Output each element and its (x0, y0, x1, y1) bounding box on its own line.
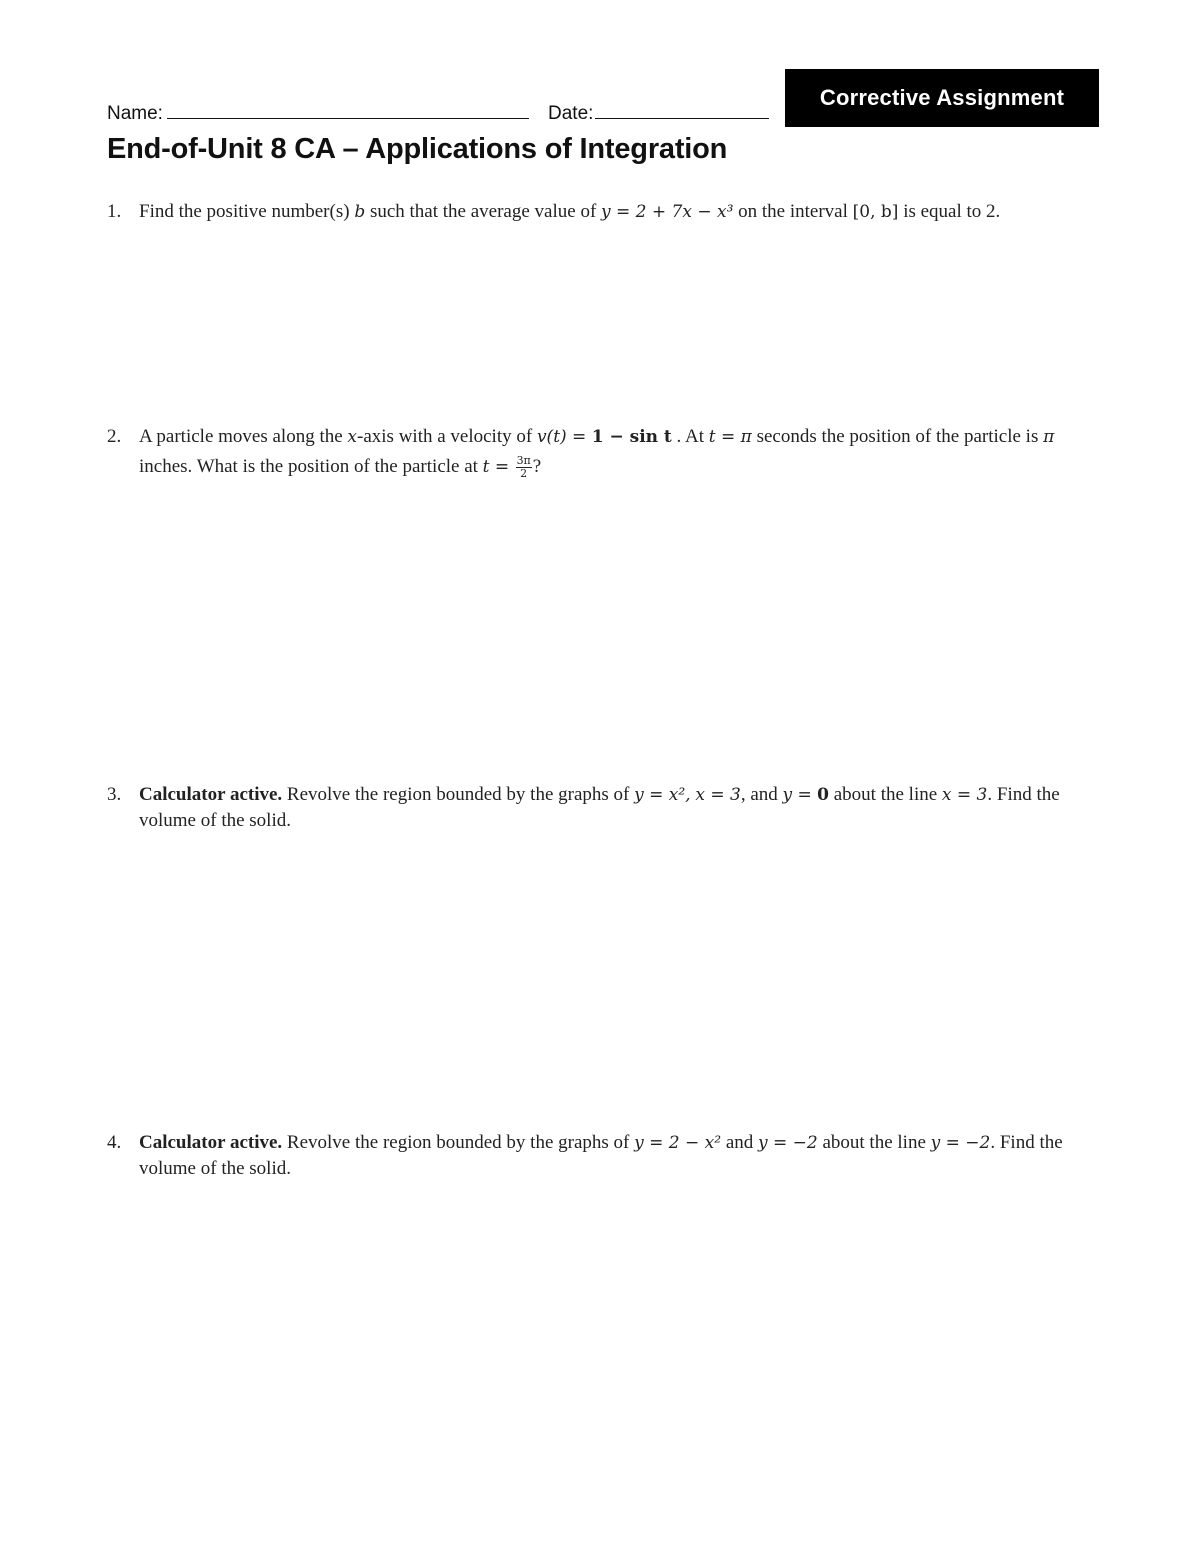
question-1 (107, 199, 1082, 225)
name-blank[interactable] (167, 100, 529, 119)
name-field (107, 100, 529, 125)
question-text: Find the positive number(s) b such that the average value of y = 2 + 7x − x³ on the interval [0, b] is equal to 2. (139, 201, 1001, 222)
page-title: End-of-Unit 8 CA – Applications of Integration (107, 133, 728, 165)
question-number: 1. (107, 201, 122, 222)
math-interval: [0, b] (852, 202, 899, 222)
math-var: b (354, 202, 366, 222)
math-var: π (1043, 427, 1055, 447)
math-expression: x = 3 (941, 785, 988, 805)
question-text: Calculator active. Revolve the region bounded by the graphs of y = x², x = 3, and y = 0 about the line x = 3. Find the volume of the solid. (139, 784, 1060, 831)
math-var: x (347, 427, 358, 447)
question-text: Calculator active. Revolve the region bounded by the graphs of y = 2 − x² and y = −2 about the line y = −2. Find the volume of the solid. (139, 1132, 1063, 1179)
math-expression: y = −2 (930, 1133, 991, 1153)
question-number: 4. (107, 1132, 122, 1153)
question-3 (107, 782, 1082, 834)
calculator-active-label: Calculator active. (139, 784, 283, 805)
date-field (548, 100, 769, 125)
math-expression: y = 2 + 7x − x³ (601, 202, 734, 222)
question-number: 2. (107, 426, 122, 447)
date-blank[interactable] (595, 100, 769, 119)
date-label: Date: (548, 103, 594, 124)
question-4 (107, 1130, 1082, 1182)
math-expression: y = 2 − x² (634, 1133, 722, 1153)
question-number: 3. (107, 784, 122, 805)
math-expression: y = (782, 785, 818, 805)
math-expression: 0 (817, 785, 829, 805)
math-expression: v(t) = (536, 427, 592, 447)
question-text: A particle moves along the x-axis with a velocity of v(t) = 1 − sin t . At t = π seconds the position of the particle is π inches. What is the position of the particle at t = $\frac{3\pi}{2}$ ? (139, 426, 1055, 481)
math-expression: x = 3 (695, 785, 741, 805)
math-expression: t = (482, 457, 515, 477)
math-fraction: $\frac{3\pi}{2}$ (516, 454, 531, 481)
math-expression: y = x², (634, 785, 691, 805)
math-expression: 1 − sin t (591, 427, 672, 447)
calculator-active-label: Calculator active. (139, 1132, 283, 1153)
corrective-assignment-badge: Corrective Assignment (785, 69, 1099, 127)
question-2 (107, 422, 1082, 482)
math-expression: y = −2 (758, 1133, 818, 1153)
name-label: Name: (107, 103, 163, 124)
math-expression: t = π (708, 427, 752, 447)
